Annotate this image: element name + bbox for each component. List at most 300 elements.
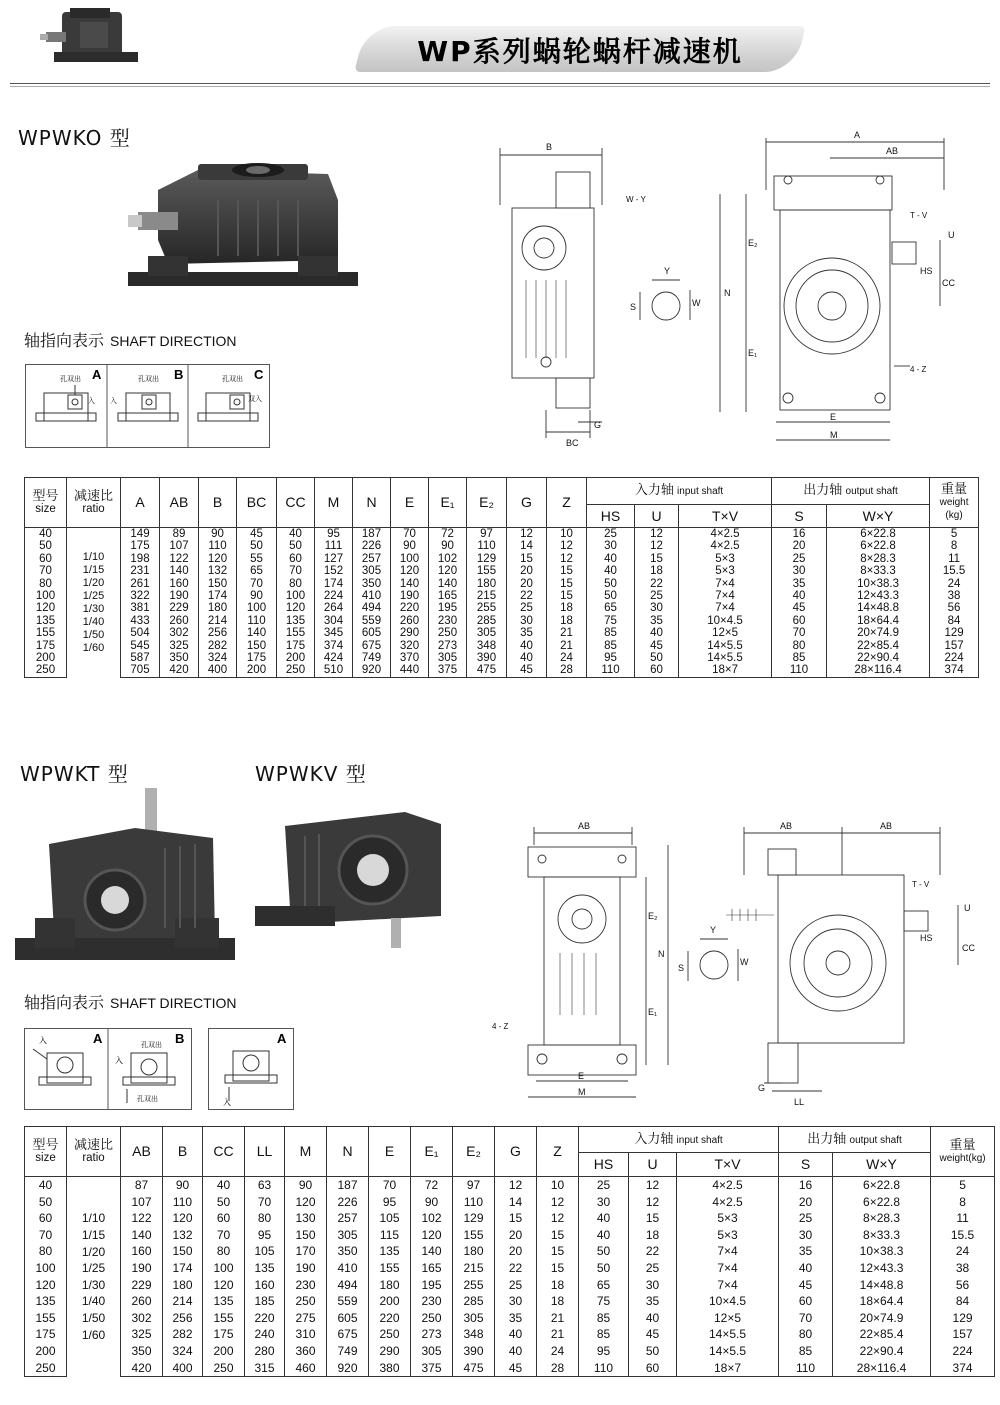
table-cell: 305 [467, 627, 507, 639]
dim-b: B [546, 142, 553, 152]
table-cell: 12×43.3 [827, 590, 930, 602]
table-cell: 45 [507, 664, 547, 677]
dim2-ab-1: AB [780, 821, 793, 831]
ratio-value: 1/30 [81, 1277, 106, 1292]
table-cell: 28 [547, 664, 587, 677]
table-cell: 18 [635, 565, 679, 577]
table-cell: 390 [453, 1343, 495, 1360]
table-cell: 140 [160, 565, 199, 577]
dim-m: M [830, 430, 838, 440]
dir2-c-letter: A [277, 1031, 287, 1046]
table-cell: 80 [25, 1243, 67, 1260]
table-cell: 40 [277, 528, 315, 541]
th-sub: HS [579, 1153, 629, 1177]
table-cell: 285 [467, 615, 507, 627]
table-cell: 95 [369, 1194, 411, 1211]
table-cell: 190 [121, 1260, 163, 1277]
table-cell: 22×85.4 [827, 640, 930, 652]
ratio-value: 1/20 [82, 576, 105, 589]
table-cell: 10 [547, 528, 587, 541]
table-cell: 559 [327, 1293, 369, 1310]
th-sub: W×Y [827, 505, 930, 528]
table-cell: 5 [931, 1177, 995, 1194]
table-cell: 18×64.4 [827, 615, 930, 627]
table-row [25, 1194, 995, 1211]
table-cell: 230 [429, 615, 467, 627]
table-cell: 250 [411, 1310, 453, 1327]
ratio-value: 1/25 [81, 1261, 106, 1276]
table-cell: 275 [285, 1310, 327, 1327]
table-cell: 6×22.8 [833, 1177, 931, 1194]
table-cell: 45 [237, 528, 277, 541]
table-cell: 72 [411, 1177, 453, 1194]
table-cell: 120 [203, 1277, 245, 1294]
th-size: 型号 size [25, 478, 67, 528]
table-cell: 5×3 [677, 1227, 779, 1244]
dim2-y: Y [710, 925, 717, 935]
th-sub: U [629, 1153, 677, 1177]
table-cell: 50 [277, 540, 315, 552]
table-cell: 187 [327, 1177, 369, 1194]
table-cell: 75 [587, 615, 635, 627]
table-cell: 433 [121, 615, 160, 627]
table-cell: 345 [315, 627, 353, 639]
table-cell: 35 [495, 1310, 537, 1327]
ratio-value: 1/50 [81, 1311, 106, 1325]
dim2-u: U [964, 903, 971, 913]
table-cell: 324 [199, 652, 237, 664]
table-cell: 140 [237, 627, 277, 639]
table-cell: 15 [547, 578, 587, 590]
table-cell: 200 [369, 1293, 411, 1310]
table-cell: 150 [237, 640, 277, 652]
table-cell: 135 [369, 1243, 411, 1260]
table-cell: 322 [121, 590, 160, 602]
table-cell: 324 [163, 1343, 203, 1360]
table-cell: 40 [495, 1343, 537, 1360]
table-cell: 80 [203, 1243, 245, 1260]
table-cell: 120 [25, 1277, 67, 1294]
th-col: BC [237, 478, 277, 528]
table-cell: 7×4 [679, 602, 772, 614]
table-cell: 120 [285, 1194, 327, 1211]
wpwkt-product-image [15, 788, 240, 978]
table-cell: 8×28.3 [827, 553, 930, 565]
table-row [25, 1260, 995, 1277]
th-col: M [285, 1127, 327, 1177]
table-cell: 10×4.5 [677, 1293, 779, 1310]
table-cell: 70 [203, 1227, 245, 1244]
dim2-g: G [758, 1083, 766, 1093]
table-cell: 30 [629, 1277, 677, 1294]
table-cell: 100 [391, 553, 429, 565]
dim-a: A [854, 130, 861, 140]
table-cell: 675 [353, 640, 391, 652]
table-cell: 504 [121, 627, 160, 639]
dim2-n: N [658, 949, 665, 959]
th-size: 型号 size [25, 1127, 67, 1177]
table-cell: 155 [203, 1310, 245, 1327]
table-cell: 20 [495, 1243, 537, 1260]
table-cell: 60 [772, 615, 827, 627]
table-cell: 155 [25, 1310, 67, 1327]
table-cell: 40 [587, 553, 635, 565]
dim-g: G [594, 420, 602, 430]
dir2-c-in-text: 入 [223, 1098, 231, 1107]
direction-c-diagram [198, 367, 264, 421]
table-cell: 180 [369, 1277, 411, 1294]
section-title-wpwko: WPWKO 型 [18, 126, 131, 150]
table-cell: 30 [507, 615, 547, 627]
table-cell: 15 [507, 553, 547, 565]
table-cell: 35 [507, 627, 547, 639]
table-row [25, 1360, 995, 1377]
table-cell: 129 [931, 1310, 995, 1327]
dim-e2: E₂ [748, 238, 758, 248]
table-cell: 174 [199, 590, 237, 602]
table-cell: 50 [25, 540, 67, 552]
table-cell: 180 [467, 578, 507, 590]
table-cell: 90 [285, 1177, 327, 1194]
table-cell: 8×33.3 [833, 1227, 931, 1244]
table-cell: 200 [277, 652, 315, 664]
table-cell: 110 [199, 540, 237, 552]
table-cell: 35 [772, 578, 827, 590]
table-cell: 350 [353, 578, 391, 590]
table-cell: 170 [285, 1243, 327, 1260]
table-cell: 100 [203, 1260, 245, 1277]
table-cell: 40 [629, 1310, 677, 1327]
table-cell: 257 [327, 1210, 369, 1227]
table-cell: 38 [931, 1260, 995, 1277]
dir-c-dual-text: 双入 [248, 396, 262, 403]
table-cell: 120 [199, 553, 237, 565]
table-cell: 18 [537, 1293, 579, 1310]
table-cell: 120 [163, 1210, 203, 1227]
table-cell: 15 [495, 1210, 537, 1227]
table-cell: 70 [779, 1310, 833, 1327]
table-cell: 56 [931, 1277, 995, 1294]
table-cell: 305 [327, 1227, 369, 1244]
dir-b-letter: B [174, 367, 184, 382]
table-cell: 250 [25, 1360, 67, 1377]
table-cell: 35 [635, 615, 679, 627]
table-cell: 545 [121, 640, 160, 652]
th-col: M [315, 478, 353, 528]
table-row [25, 1310, 995, 1327]
table-cell: 70 [25, 1227, 67, 1244]
dir2-a-letter: A [93, 1031, 103, 1046]
th-col: LL [245, 1127, 285, 1177]
table-cell: 15 [629, 1210, 677, 1227]
table-cell: 400 [163, 1360, 203, 1377]
table-cell: 12 [507, 528, 547, 541]
table-cell: 190 [285, 1260, 327, 1277]
dim2-z: 4 - Z [492, 1022, 509, 1031]
table-cell: 129 [930, 627, 979, 639]
dim-hs: HS [920, 266, 933, 276]
table-cell: 18×7 [677, 1360, 779, 1377]
table-cell: 155 [453, 1227, 495, 1244]
table-cell: 4×2.5 [677, 1194, 779, 1211]
table-cell: 21 [537, 1310, 579, 1327]
table-cell: 132 [163, 1227, 203, 1244]
table-cell: 214 [199, 615, 237, 627]
header-gearbox-image [40, 8, 150, 66]
table-cell: 250 [369, 1326, 411, 1343]
dim2-ll: LL [794, 1097, 805, 1107]
table-cell: 605 [353, 627, 391, 639]
dir-b-in-text: 入 [110, 398, 117, 405]
table-row [25, 652, 979, 664]
table-cell: 230 [411, 1293, 453, 1310]
table-cell: 175 [277, 640, 315, 652]
table-cell: 22 [629, 1243, 677, 1260]
table-cell: 90 [199, 528, 237, 541]
table-cell: 350 [121, 1343, 163, 1360]
table-cell: 240 [245, 1326, 285, 1343]
th-col: G [495, 1127, 537, 1177]
table-cell: 440 [391, 664, 429, 677]
table-cell: 200 [203, 1343, 245, 1360]
dim-n: N [724, 288, 731, 298]
shaft-direction-label-2 [24, 990, 237, 1013]
table-cell: 250 [25, 664, 67, 677]
table-cell: 40 [579, 1227, 629, 1244]
ratio-value: 1/20 [81, 1244, 106, 1259]
table-cell: 132 [199, 565, 237, 577]
spec-table-wpwkt-body [25, 1177, 995, 1377]
table-cell: 5 [930, 528, 979, 541]
th-weight: 重量 weight (kg) [930, 478, 979, 528]
table-cell: 105 [245, 1243, 285, 1260]
table-cell: 25 [779, 1210, 833, 1227]
table-cell: 14 [495, 1194, 537, 1211]
table-cell: 149 [121, 528, 160, 541]
table-cell: 255 [453, 1277, 495, 1294]
table-cell: 285 [453, 1293, 495, 1310]
table-cell: 920 [327, 1360, 369, 1377]
table-cell: 30 [587, 540, 635, 552]
table-cell: 25 [587, 528, 635, 541]
table-cell: 175 [25, 640, 67, 652]
table-cell: 90 [163, 1177, 203, 1194]
table-cell: 10×38.3 [827, 578, 930, 590]
table-cell: 310 [285, 1326, 327, 1343]
table-cell: 95 [579, 1343, 629, 1360]
dir2-b-letter: B [175, 1031, 185, 1046]
table-cell: 50 [579, 1243, 629, 1260]
table-cell: 30 [579, 1194, 629, 1211]
table-cell: 72 [429, 528, 467, 541]
table-row [25, 1343, 995, 1360]
table-cell: 20 [507, 565, 547, 577]
table-cell: 150 [163, 1243, 203, 1260]
table-cell: 110 [467, 540, 507, 552]
table-cell: 190 [160, 590, 199, 602]
dim-cc: CC [942, 278, 955, 288]
table-cell: 165 [429, 590, 467, 602]
table-cell: 85 [579, 1310, 629, 1327]
dir2-b-in-text: 入 [115, 1056, 123, 1065]
table-cell: 12×43.3 [833, 1260, 931, 1277]
ratio-value: 1/15 [82, 563, 105, 576]
spec-table-wpwkt [24, 1126, 995, 1377]
th-sub: S [779, 1153, 833, 1177]
table-row [25, 528, 979, 541]
dim-s: S [630, 302, 637, 312]
dim2-ab-left: AB [578, 821, 591, 831]
table-cell: 120 [411, 1227, 453, 1244]
table-cell: 273 [429, 640, 467, 652]
table-cell: 290 [391, 627, 429, 639]
table-cell: 180 [199, 602, 237, 614]
dim-tv: T - V [910, 211, 928, 220]
table-cell: 200 [25, 652, 67, 664]
table-cell: 140 [429, 578, 467, 590]
table-cell: 120 [391, 565, 429, 577]
table-cell: 140 [121, 1227, 163, 1244]
table-cell: 87 [121, 1177, 163, 1194]
table-cell: 70 [277, 565, 315, 577]
th-ratio: 减速比 ratio [67, 478, 121, 528]
table-cell: 135 [277, 615, 315, 627]
table-cell: 110 [579, 1360, 629, 1377]
table-cell: 7×4 [677, 1277, 779, 1294]
table-row [25, 590, 979, 602]
table-cell: 22×90.4 [827, 652, 930, 664]
table-cell: 257 [353, 553, 391, 565]
table-cell: 7×4 [677, 1243, 779, 1260]
table-cell: 255 [467, 602, 507, 614]
table-cell: 97 [453, 1177, 495, 1194]
table-cell: 260 [391, 615, 429, 627]
table-cell: 65 [587, 602, 635, 614]
table-cell: 40 [25, 528, 67, 541]
table-cell: 14×48.8 [833, 1277, 931, 1294]
shaft-direction-svg-1 [26, 365, 269, 447]
ratio-value: 1/60 [82, 641, 105, 654]
dim-ab: AB [886, 146, 899, 156]
table-cell: 15 [537, 1243, 579, 1260]
table-cell: 5×3 [679, 565, 772, 577]
table-cell: 35 [629, 1293, 677, 1310]
table-cell: 120 [429, 565, 467, 577]
table-cell: 350 [160, 652, 199, 664]
table-cell: 30 [772, 565, 827, 577]
table-cell: 12 [537, 1210, 579, 1227]
th-sub: U [635, 505, 679, 528]
table-cell: 185 [245, 1293, 285, 1310]
table-cell: 85 [779, 1343, 833, 1360]
table-cell: 18 [629, 1227, 677, 1244]
table-cell: 8 [930, 540, 979, 552]
table-cell: 100 [237, 602, 277, 614]
table-cell: 45 [635, 640, 679, 652]
table-cell: 40 [507, 640, 547, 652]
table-cell: 110 [237, 615, 277, 627]
table-cell: 587 [121, 652, 160, 664]
th-col: CC [203, 1127, 245, 1177]
table-cell: 21 [547, 640, 587, 652]
table-cell: 25 [772, 553, 827, 565]
table-cell: 155 [467, 565, 507, 577]
table-cell: 250 [277, 664, 315, 677]
dim-e: E [830, 412, 837, 422]
table-cell: 420 [121, 1360, 163, 1377]
table-cell: 350 [327, 1243, 369, 1260]
table-cell: 15.5 [931, 1227, 995, 1244]
table-cell: 460 [285, 1360, 327, 1377]
table-row [25, 615, 979, 627]
table-cell: 224 [931, 1343, 995, 1360]
table-cell: 705 [121, 664, 160, 677]
table-cell: 15 [537, 1260, 579, 1277]
table-cell: 175 [121, 540, 160, 552]
table-cell: 70 [245, 1194, 285, 1211]
table-cell: 135 [25, 615, 67, 627]
ratio-value: 1/30 [82, 602, 105, 615]
table-cell: 90 [237, 590, 277, 602]
th-col: N [327, 1127, 369, 1177]
table-cell: 25 [579, 1177, 629, 1194]
dim2-tv: T - V [912, 880, 930, 889]
table-cell: 152 [315, 565, 353, 577]
table-cell: 22 [495, 1260, 537, 1277]
table-cell: 85 [587, 640, 635, 652]
table-cell: 50 [587, 578, 635, 590]
table-cell: 374 [930, 664, 979, 677]
dim-wy: W - Y [626, 195, 646, 204]
th-col: AB [160, 478, 199, 528]
table-cell: 195 [411, 1277, 453, 1294]
th-col: B [163, 1127, 203, 1177]
table-cell: 15.5 [930, 565, 979, 577]
dim-z: 4 - Z [910, 365, 927, 374]
header-divider-thin [10, 86, 990, 87]
table-cell: 374 [931, 1360, 995, 1377]
table-cell: 15 [537, 1227, 579, 1244]
table-cell: 174 [315, 578, 353, 590]
table-cell: 325 [160, 640, 199, 652]
table-cell: 40 [587, 565, 635, 577]
table-cell: 220 [369, 1310, 411, 1327]
table-cell: 12 [629, 1177, 677, 1194]
table-cell: 420 [160, 664, 199, 677]
table-cell: 110 [163, 1194, 203, 1211]
table-cell: 14×5.5 [677, 1326, 779, 1343]
th-sub: W×Y [833, 1153, 931, 1177]
dir-c-out-text: 孔双出 [222, 376, 243, 383]
table-cell: 12×5 [679, 627, 772, 639]
table-cell: 15 [635, 553, 679, 565]
table-cell: 107 [160, 540, 199, 552]
ratio-value: 1/40 [81, 1294, 106, 1309]
table-cell: 102 [411, 1210, 453, 1227]
table-cell: 20×74.9 [827, 627, 930, 639]
table-cell: 4×2.5 [679, 528, 772, 541]
table-cell: 305 [411, 1343, 453, 1360]
table-cell: 675 [327, 1326, 369, 1343]
table-cell: 135 [203, 1293, 245, 1310]
table-cell: 90 [411, 1194, 453, 1211]
table-cell: 200 [237, 664, 277, 677]
table-cell: 50 [25, 1194, 67, 1211]
table-cell: 80 [245, 1210, 285, 1227]
table-cell: 195 [429, 602, 467, 614]
table-cell: 18×7 [679, 664, 772, 677]
table-cell: 157 [931, 1326, 995, 1343]
